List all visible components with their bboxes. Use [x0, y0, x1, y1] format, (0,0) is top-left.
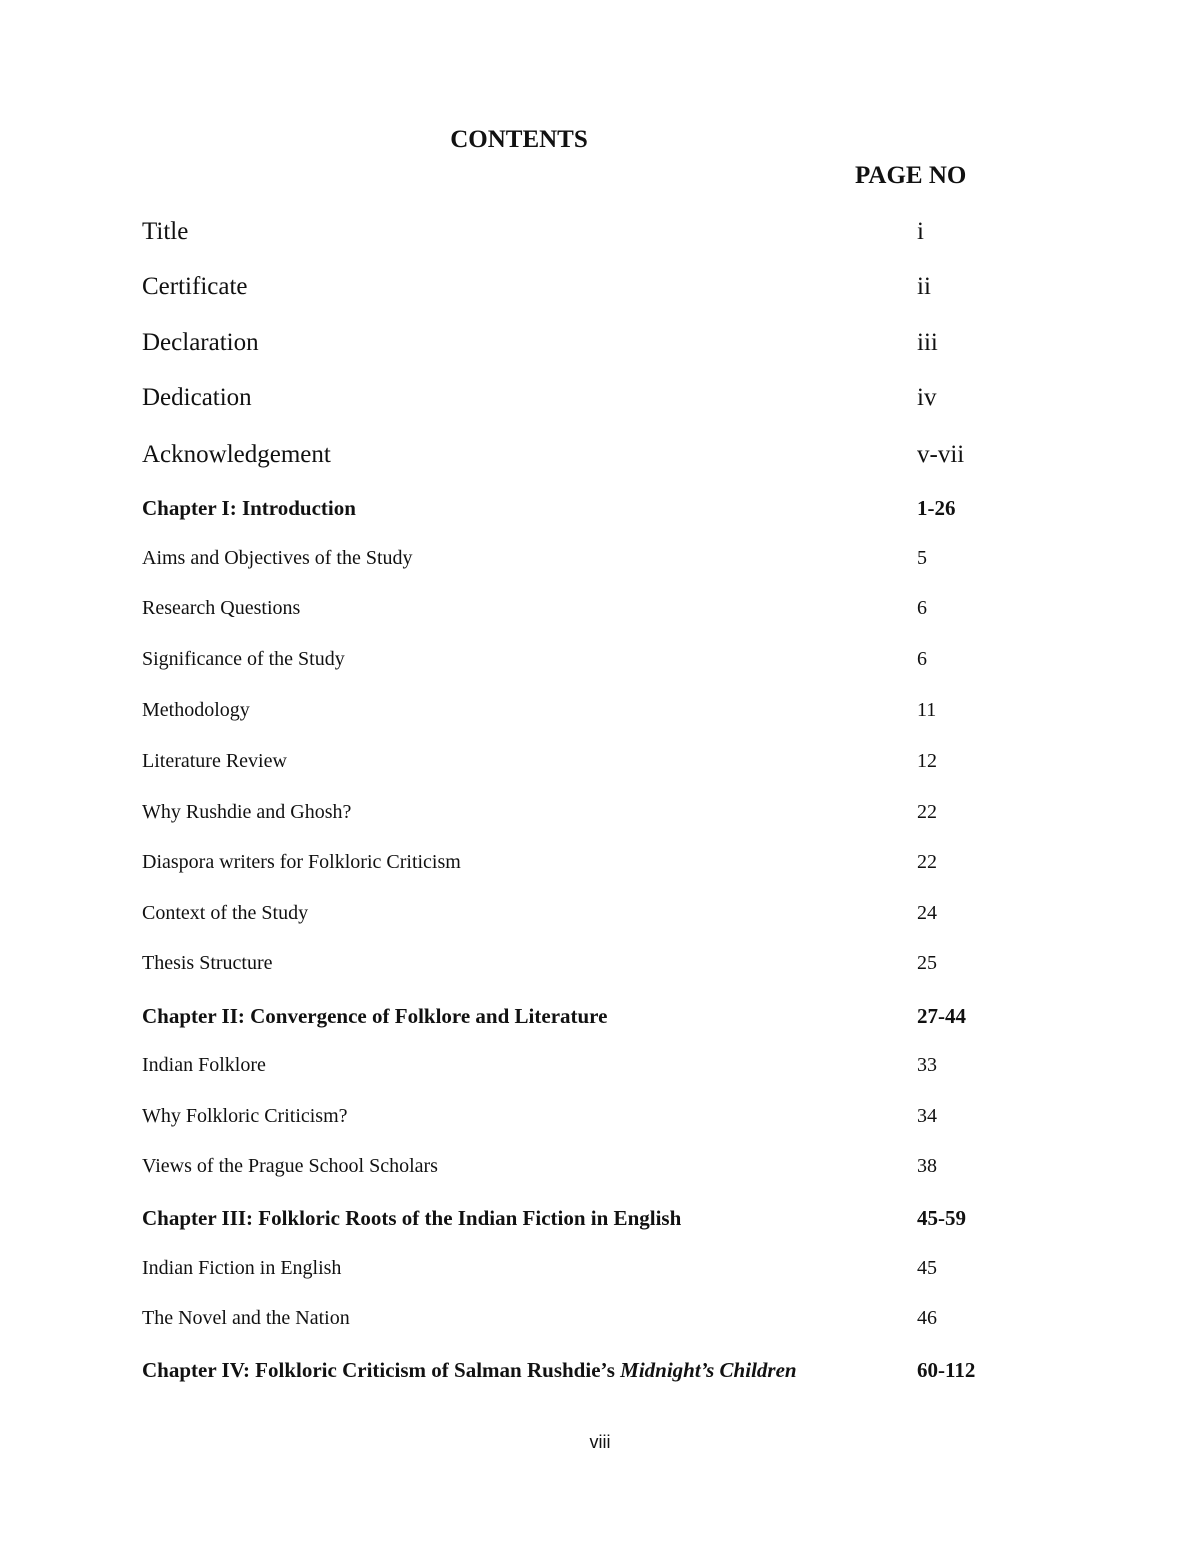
toc-entry-label	[142, 1054, 266, 1077]
toc-entry-page: iii	[917, 329, 938, 356]
toc-entry-label	[142, 1004, 607, 1029]
toc-entry-label-text: The Novel and the Nation	[142, 1307, 350, 1329]
toc-entry-label-text: Acknowledgement	[142, 441, 331, 468]
toc-entry-label	[142, 801, 351, 824]
toc-entry-italic-title: Midnight’s Children	[620, 1358, 797, 1382]
toc-entry-label	[142, 496, 356, 521]
toc-entry-label-text: Aims and Objectives of the Study	[142, 547, 413, 569]
toc-entry-label	[142, 1307, 350, 1330]
toc-entry-label-text: Chapter IV: Folkloric Criticism of Salman Rushdie’s	[142, 1358, 621, 1382]
toc-entry-label	[142, 699, 250, 722]
toc-entry-label-text: Methodology	[142, 699, 250, 721]
toc-entry-page: 22	[917, 801, 937, 823]
toc-entry-page: 38	[917, 1155, 937, 1177]
toc-entry-page: v-vii	[917, 441, 965, 468]
toc-entry-label-text: Indian Folklore	[142, 1054, 266, 1076]
toc-entry-label-text: Literature Review	[142, 750, 287, 772]
toc-entry-label	[142, 329, 259, 357]
toc-entry-label-text: Significance of the Study	[142, 648, 345, 670]
toc-entry-page: 12	[917, 750, 937, 772]
contents-heading: CONTENTS	[450, 126, 588, 153]
toc-entry-page: 45	[917, 1257, 937, 1279]
toc-entry-label-text: Why Rushdie and Ghosh?	[142, 801, 352, 823]
toc-entry-label-text: Chapter III: Folkloric Roots of the Indian Fiction in English	[142, 1206, 682, 1230]
toc-entry-label-text: Chapter I: Introduction	[142, 496, 356, 520]
toc-entry-label-text: Why Folkloric Criticism?	[142, 1105, 348, 1127]
toc-entry-label-text: Chapter II: Convergence of Folklore and Literature	[142, 1004, 608, 1028]
toc-entry-page: 45-59	[917, 1206, 966, 1230]
toc-entry-label	[142, 1155, 438, 1178]
toc-entry-label	[142, 218, 188, 246]
toc-entry-label	[142, 547, 413, 570]
page-no-column-header: PAGE NO	[855, 162, 967, 189]
toc-entry-page: 1-26	[917, 496, 956, 520]
toc-entry-page: ii	[917, 273, 931, 300]
toc-entry-label-text: Context of the Study	[142, 902, 309, 924]
toc-entry-page: iv	[917, 384, 937, 411]
toc-entry-label-text: Diaspora writers for Folkloric Criticism	[142, 851, 461, 873]
toc-entry-label	[142, 750, 287, 773]
toc-entry-page: 6	[917, 597, 927, 619]
toc-entry-label-text: Certificate	[142, 273, 248, 300]
toc-entry-page: 6	[917, 648, 927, 670]
toc-entry-label-text: Declaration	[142, 329, 259, 356]
toc-entry-page: 22	[917, 851, 937, 873]
toc-entry-page: 46	[917, 1307, 937, 1329]
toc-entry-page: 11	[917, 699, 937, 721]
toc-entry-label	[142, 648, 345, 671]
toc-entry-label	[142, 851, 461, 874]
toc-entry-page: 5	[917, 547, 927, 569]
toc-entry-page: 27-44	[917, 1004, 966, 1028]
toc-entry-label-text: Research Questions	[142, 597, 301, 619]
toc-entry-label-text: Views of the Prague School Scholars	[142, 1155, 438, 1177]
toc-entry-label	[142, 1105, 348, 1128]
toc-entry-label	[142, 1257, 341, 1280]
toc-entry-label	[142, 952, 273, 975]
toc-entry-label	[142, 1206, 681, 1231]
toc-entry-label-text: Thesis Structure	[142, 952, 273, 974]
toc-entry-label-text: Indian Fiction in English	[142, 1257, 342, 1279]
toc-entry-page: 24	[917, 902, 937, 924]
toc-entry-label	[142, 1358, 797, 1383]
toc-entry-label-text: Title	[142, 218, 189, 245]
toc-entry-label	[142, 441, 331, 469]
toc-entry-label	[142, 597, 300, 620]
toc-entry-label	[142, 902, 308, 925]
toc-entry-page: i	[917, 218, 924, 245]
toc-entry-label-text: Dedication	[142, 384, 252, 411]
toc-entry-label	[142, 384, 252, 412]
toc-entry-label	[142, 273, 248, 301]
footer-page-number: viii	[589, 1432, 611, 1452]
toc-entry-page: 25	[917, 952, 937, 974]
toc-entry-page: 60-112	[917, 1358, 976, 1382]
toc-entry-page: 34	[917, 1105, 937, 1127]
toc-entry-page: 33	[917, 1054, 937, 1076]
